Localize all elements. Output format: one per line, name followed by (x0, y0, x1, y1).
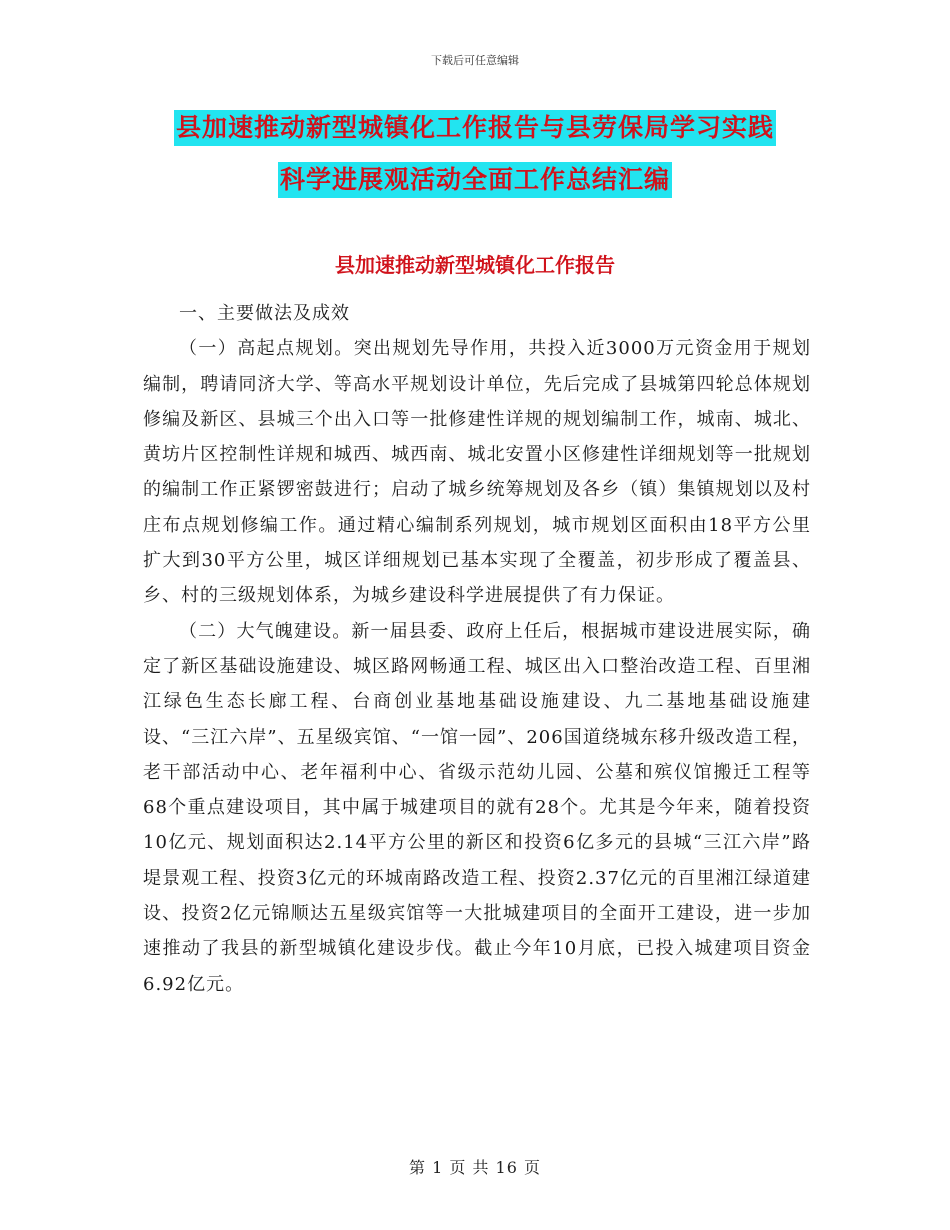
body-paragraph-1: （一）高起点规划。突出规划先导作用，共投入近3000万元资金用于规划编制，聘请同济大学、等高水平规划设计单位，先后完成了县城第四轮总体规划修编及新区、县城三个出入口等一批修建性详规的规划编制工作，城南、城北、黄坊片区控制性详规和城西、城西南、城北安置小区修建性详细规划等一批规划的编制工作正紧锣密鼓进行；启动了城乡统筹规划及各乡（镇）集镇规划以及村庄布点规划修编工作。通过精心编制系列规划，城市规划区面积由18平方公里扩大到30平方公里，城区详细规划已基本实现了全覆盖，初步形成了覆盖县、乡、村的三级规划体系，为城乡建设科学进展提供了有力保证。 (143, 338, 811, 607)
document-title-line2: 科学进展观活动全面工作总结汇编 (278, 162, 672, 198)
page-footer: 第 1 页 共 16 页 (409, 1158, 541, 1177)
section-title: 县加速推动新型城镇化工作报告 (335, 253, 615, 277)
section-heading: 一、主要做法及成效 (179, 303, 350, 324)
body-paragraph-2: （二）大气魄建设。新一届县委、政府上任后，根据城市建设进展实际，确定了新区基础设施建设、城区路网畅通工程、城区出入口整治改造工程、百里湘江绿色生态长廊工程、台商创业基地基础设施建设、九二基地基础设施建设、“三江六岸”、五星级宾馆、“一馆一园”、206国道绕城东移升级改造工程，老干部活动中心、老年福利中心、省级示范幼儿园、公墓和殡仪馆搬迁工程等68个重点建设项目，其中属于城建项目的就有28个。尤其是今年来，随着投资10亿元、规划面积达2.14平方公里的新区和投资6亿多元的县城“三江六岸”路堤景观工程、投资3亿元的环城南路改造工程、投资2.37亿元的百里湘江绿道建设、投资2亿元锦顺达五星级宾馆等一大批城建项目的全面开工建设，进一步加速推动了我县的新型城镇化建设步伐。截止今年10月底，已投入城建项目资金6.92亿元。 (143, 620, 811, 995)
document-title-line1: 县加速推动新型城镇化工作报告与县劳保局学习实践 (174, 110, 776, 146)
header-note: 下载后可任意编辑 (431, 54, 519, 67)
document-title (0, 110, 950, 198)
document-body (143, 296, 811, 1002)
